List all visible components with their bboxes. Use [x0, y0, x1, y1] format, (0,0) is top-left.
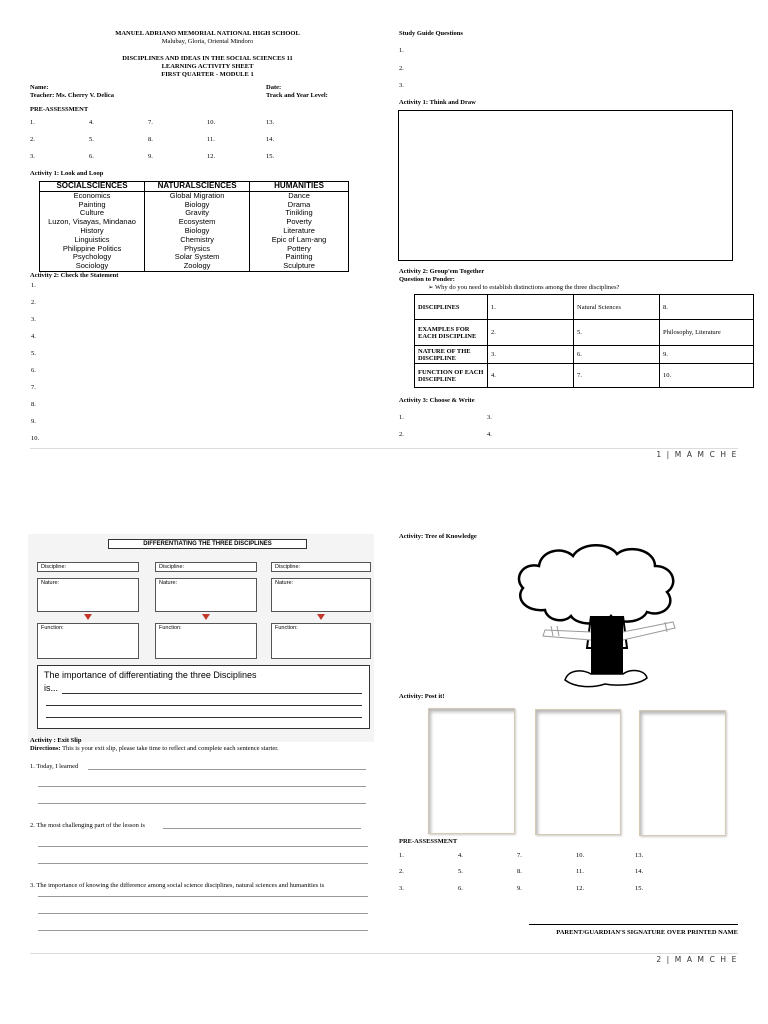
page-footer: 1 | M A M C H E — [656, 450, 738, 459]
group-table — [414, 294, 754, 388]
check-statement-title: Activity 2: Check the Statement — [30, 272, 119, 279]
answer-number: 3. — [30, 153, 35, 160]
teacher-label: Teacher: Ms. Cherry V. Delica — [30, 92, 115, 99]
natural-sciences-list: Global Migration Biology Gravity Ecosystem Biology Chemistry Physics Solar System Zoology — [145, 191, 250, 271]
post-it-title: Activity: Post it! — [399, 693, 445, 700]
school-name: MANUEL ADRIANO MEMORIAL NATIONAL HIGH SCHOOL — [115, 30, 300, 37]
school-address: Malubay, Gloria, Oriental Mindoro — [161, 38, 254, 45]
signature-line[interactable] — [529, 924, 738, 925]
humanities-list: Dance Drama Tinikling Poverty Literature Epic of Lam-ang Pottery Painting Sculpture — [250, 191, 349, 271]
answer-line — [62, 693, 362, 694]
answer-number: 12. — [576, 885, 585, 892]
ponder-question: ➢ Why do you need to establish distinctions among the three disciplines? — [428, 284, 620, 291]
answer-number: 11. — [207, 136, 215, 143]
answer-number: 7. — [517, 852, 522, 859]
nature-box[interactable] — [271, 578, 371, 612]
answer-number: 1. — [30, 119, 35, 126]
diff-nature-label: Nature: — [275, 580, 294, 586]
answer-line[interactable] — [38, 786, 366, 787]
answer-number: 5. — [458, 868, 463, 875]
answer-number: 13. — [266, 119, 275, 126]
diff-nature-label: Nature: — [159, 580, 178, 586]
answer-line — [46, 705, 362, 706]
post-it-note[interactable] — [428, 708, 515, 834]
table-cell: 10. — [660, 364, 754, 388]
choose-number: 1. — [399, 414, 404, 421]
signature-label: PARENT/GUARDIAN'S SIGNATURE OVER PRINTED NAME — [556, 929, 738, 936]
check-number: 3. — [31, 316, 36, 323]
study-guide-number: 3. — [399, 82, 404, 89]
diff-discipline-label: Discipline: — [275, 564, 301, 570]
answer-number: 9. — [517, 885, 522, 892]
social-sciences-list: Economics Painting Culture Luzon, Visayas, Mindanao History Linguistics Philippine Politics Psychology Sociology — [48, 190, 136, 271]
answer-number: 3. — [399, 885, 404, 892]
directions-text: This is your exit slip, please take time to reflect and complete each sentence starter. — [60, 745, 279, 752]
exit-prompt: 2. The most challenging part of the lesson is — [30, 822, 145, 829]
check-number: 6. — [31, 367, 36, 374]
nature-box[interactable] — [155, 578, 257, 612]
date-label: Date: — [266, 84, 282, 91]
answer-number: 1. — [399, 852, 404, 859]
answer-number: 13. — [635, 852, 644, 859]
function-box[interactable] — [37, 623, 139, 659]
choose-write-title: Activity 3: Choose & Write — [399, 397, 475, 404]
importance-prompt: The importance of differentiating the three Disciplines — [44, 670, 257, 680]
group-title: Activity 2: Group'em Together — [399, 268, 485, 275]
tree-icon — [505, 540, 685, 692]
diff-discipline-label: Discipline: — [41, 564, 67, 570]
column-header: HUMANITIES — [250, 182, 349, 192]
look-and-loop-table — [39, 181, 349, 272]
directions-label: Directions: — [30, 745, 61, 752]
diff-function-label: Function: — [41, 625, 64, 631]
study-guide-number: 2. — [399, 65, 404, 72]
table-cell: 1. — [488, 295, 574, 320]
table-cell: 7. — [574, 364, 660, 388]
answer-number: 9. — [148, 153, 153, 160]
check-number: 8. — [31, 401, 36, 408]
look-and-loop-title: Activity 1: Look and Loop — [30, 170, 104, 177]
quarter-title: FIRST QUARTER - MODULE 1 — [161, 71, 254, 78]
post-it-note[interactable] — [535, 709, 621, 835]
sheet-title: LEARNING ACTIVITY SHEET — [161, 63, 254, 70]
table-cell: Philosophy, Literature — [660, 320, 754, 346]
subject-title: DISCIPLINES AND IDEAS IN THE SOCIAL SCIENCES 11 — [122, 55, 293, 62]
page-divider — [30, 448, 738, 449]
answer-line[interactable] — [38, 846, 368, 847]
table-cell: 4. — [488, 364, 574, 388]
table-cell: 5. — [574, 320, 660, 346]
row-header: FUNCTION OF EACH DISCIPLINE — [415, 364, 488, 388]
choose-number: 2. — [399, 431, 404, 438]
check-number: 5. — [31, 350, 36, 357]
discipline-box[interactable] — [155, 562, 257, 572]
diff-title: DIFFERENTIATING THE THREE DISCIPLINES — [108, 539, 307, 549]
check-number: 10. — [31, 435, 40, 442]
answer-number: 2. — [399, 868, 404, 875]
down-arrow-icon — [202, 614, 210, 620]
row-header: DISCIPLINES — [415, 295, 488, 320]
down-arrow-icon — [317, 614, 325, 620]
diff-function-label: Function: — [275, 625, 298, 631]
check-number: 1. — [31, 282, 36, 289]
track-label: Track and Year Level: — [266, 92, 328, 99]
answer-line[interactable] — [38, 930, 368, 931]
function-box[interactable] — [271, 623, 371, 659]
table-cell: 9. — [660, 346, 754, 364]
answer-line[interactable] — [88, 769, 366, 770]
answer-number: 4. — [89, 119, 94, 126]
pre-assessment-title: PRE-ASSESSMENT — [399, 838, 458, 845]
answer-number: 8. — [517, 868, 522, 875]
down-arrow-icon — [84, 614, 92, 620]
function-box[interactable] — [155, 623, 257, 659]
check-number: 4. — [31, 333, 36, 340]
answer-number: 15. — [266, 153, 275, 160]
table-cell: 8. — [660, 295, 754, 320]
post-it-note[interactable] — [639, 710, 726, 836]
check-number: 2. — [31, 299, 36, 306]
column-header: SOCIALSCIENCES — [40, 182, 145, 192]
answer-number: 10. — [576, 852, 585, 859]
answer-number: 14. — [266, 136, 275, 143]
discipline-box[interactable] — [37, 562, 139, 572]
check-number: 9. — [31, 418, 36, 425]
page-divider — [30, 953, 738, 954]
answer-number: 7. — [148, 119, 153, 126]
answer-number: 10. — [207, 119, 216, 126]
think-draw-title: Activity 1: Think and Draw — [399, 99, 476, 106]
answer-number: 8. — [148, 136, 153, 143]
tree-knowledge-title: Activity: Tree of Knowledge — [399, 533, 477, 540]
answer-line[interactable] — [38, 896, 368, 897]
table-cell: Natural Sciences — [574, 295, 660, 320]
ponder-label: Question to Ponder: — [399, 276, 455, 283]
answer-line[interactable] — [38, 803, 366, 804]
answer-line[interactable] — [38, 863, 368, 864]
exit-prompt: 1. Today, I learned — [30, 763, 79, 770]
answer-number: 12. — [207, 153, 216, 160]
table-cell: 2. — [488, 320, 574, 346]
row-header: EXAMPLES FOR EACH DISCIPLINE — [415, 320, 488, 346]
answer-number: 6. — [89, 153, 94, 160]
importance-box[interactable] — [37, 665, 370, 729]
diff-discipline-label: Discipline: — [159, 564, 185, 570]
name-label: Name: — [30, 84, 49, 91]
column-header: NATURALSCIENCES — [145, 182, 250, 192]
choose-number: 4. — [487, 431, 492, 438]
choose-number: 3. — [487, 414, 492, 421]
study-guide-title: Study Guide Questions — [399, 30, 463, 37]
answer-number: 4. — [458, 852, 463, 859]
answer-number: 5. — [89, 136, 94, 143]
exit-slip-title: Activity : Exit Slip — [30, 737, 82, 744]
answer-line[interactable] — [38, 913, 368, 914]
pre-assessment-title: PRE-ASSESSMENT — [30, 106, 89, 113]
answer-number: 14. — [635, 868, 644, 875]
page-footer: 2 | M A M C H E — [656, 955, 738, 964]
table-cell: 6. — [574, 346, 660, 364]
answer-number: 15. — [635, 885, 644, 892]
answer-number: 2. — [30, 136, 35, 143]
exit-prompt: 3. The importance of knowing the difference among social science disciplines, natural sciences and humanities is — [30, 882, 325, 889]
table-cell: 3. — [488, 346, 574, 364]
answer-number: 6. — [458, 885, 463, 892]
diff-nature-label: Nature: — [41, 580, 60, 586]
nature-box[interactable] — [37, 578, 139, 612]
answer-number: 11. — [576, 868, 584, 875]
row-header: NATURE OF THE DISCIPLINE — [415, 346, 488, 364]
discipline-box[interactable] — [271, 562, 371, 572]
importance-prompt-cont: is... — [44, 683, 59, 693]
study-guide-number: 1. — [399, 47, 404, 54]
answer-line[interactable] — [163, 828, 361, 829]
answer-line — [46, 717, 362, 718]
drawing-box[interactable] — [398, 110, 733, 261]
check-number: 7. — [31, 384, 36, 391]
diff-function-label: Function: — [159, 625, 182, 631]
differentiating-graphic — [28, 534, 374, 742]
